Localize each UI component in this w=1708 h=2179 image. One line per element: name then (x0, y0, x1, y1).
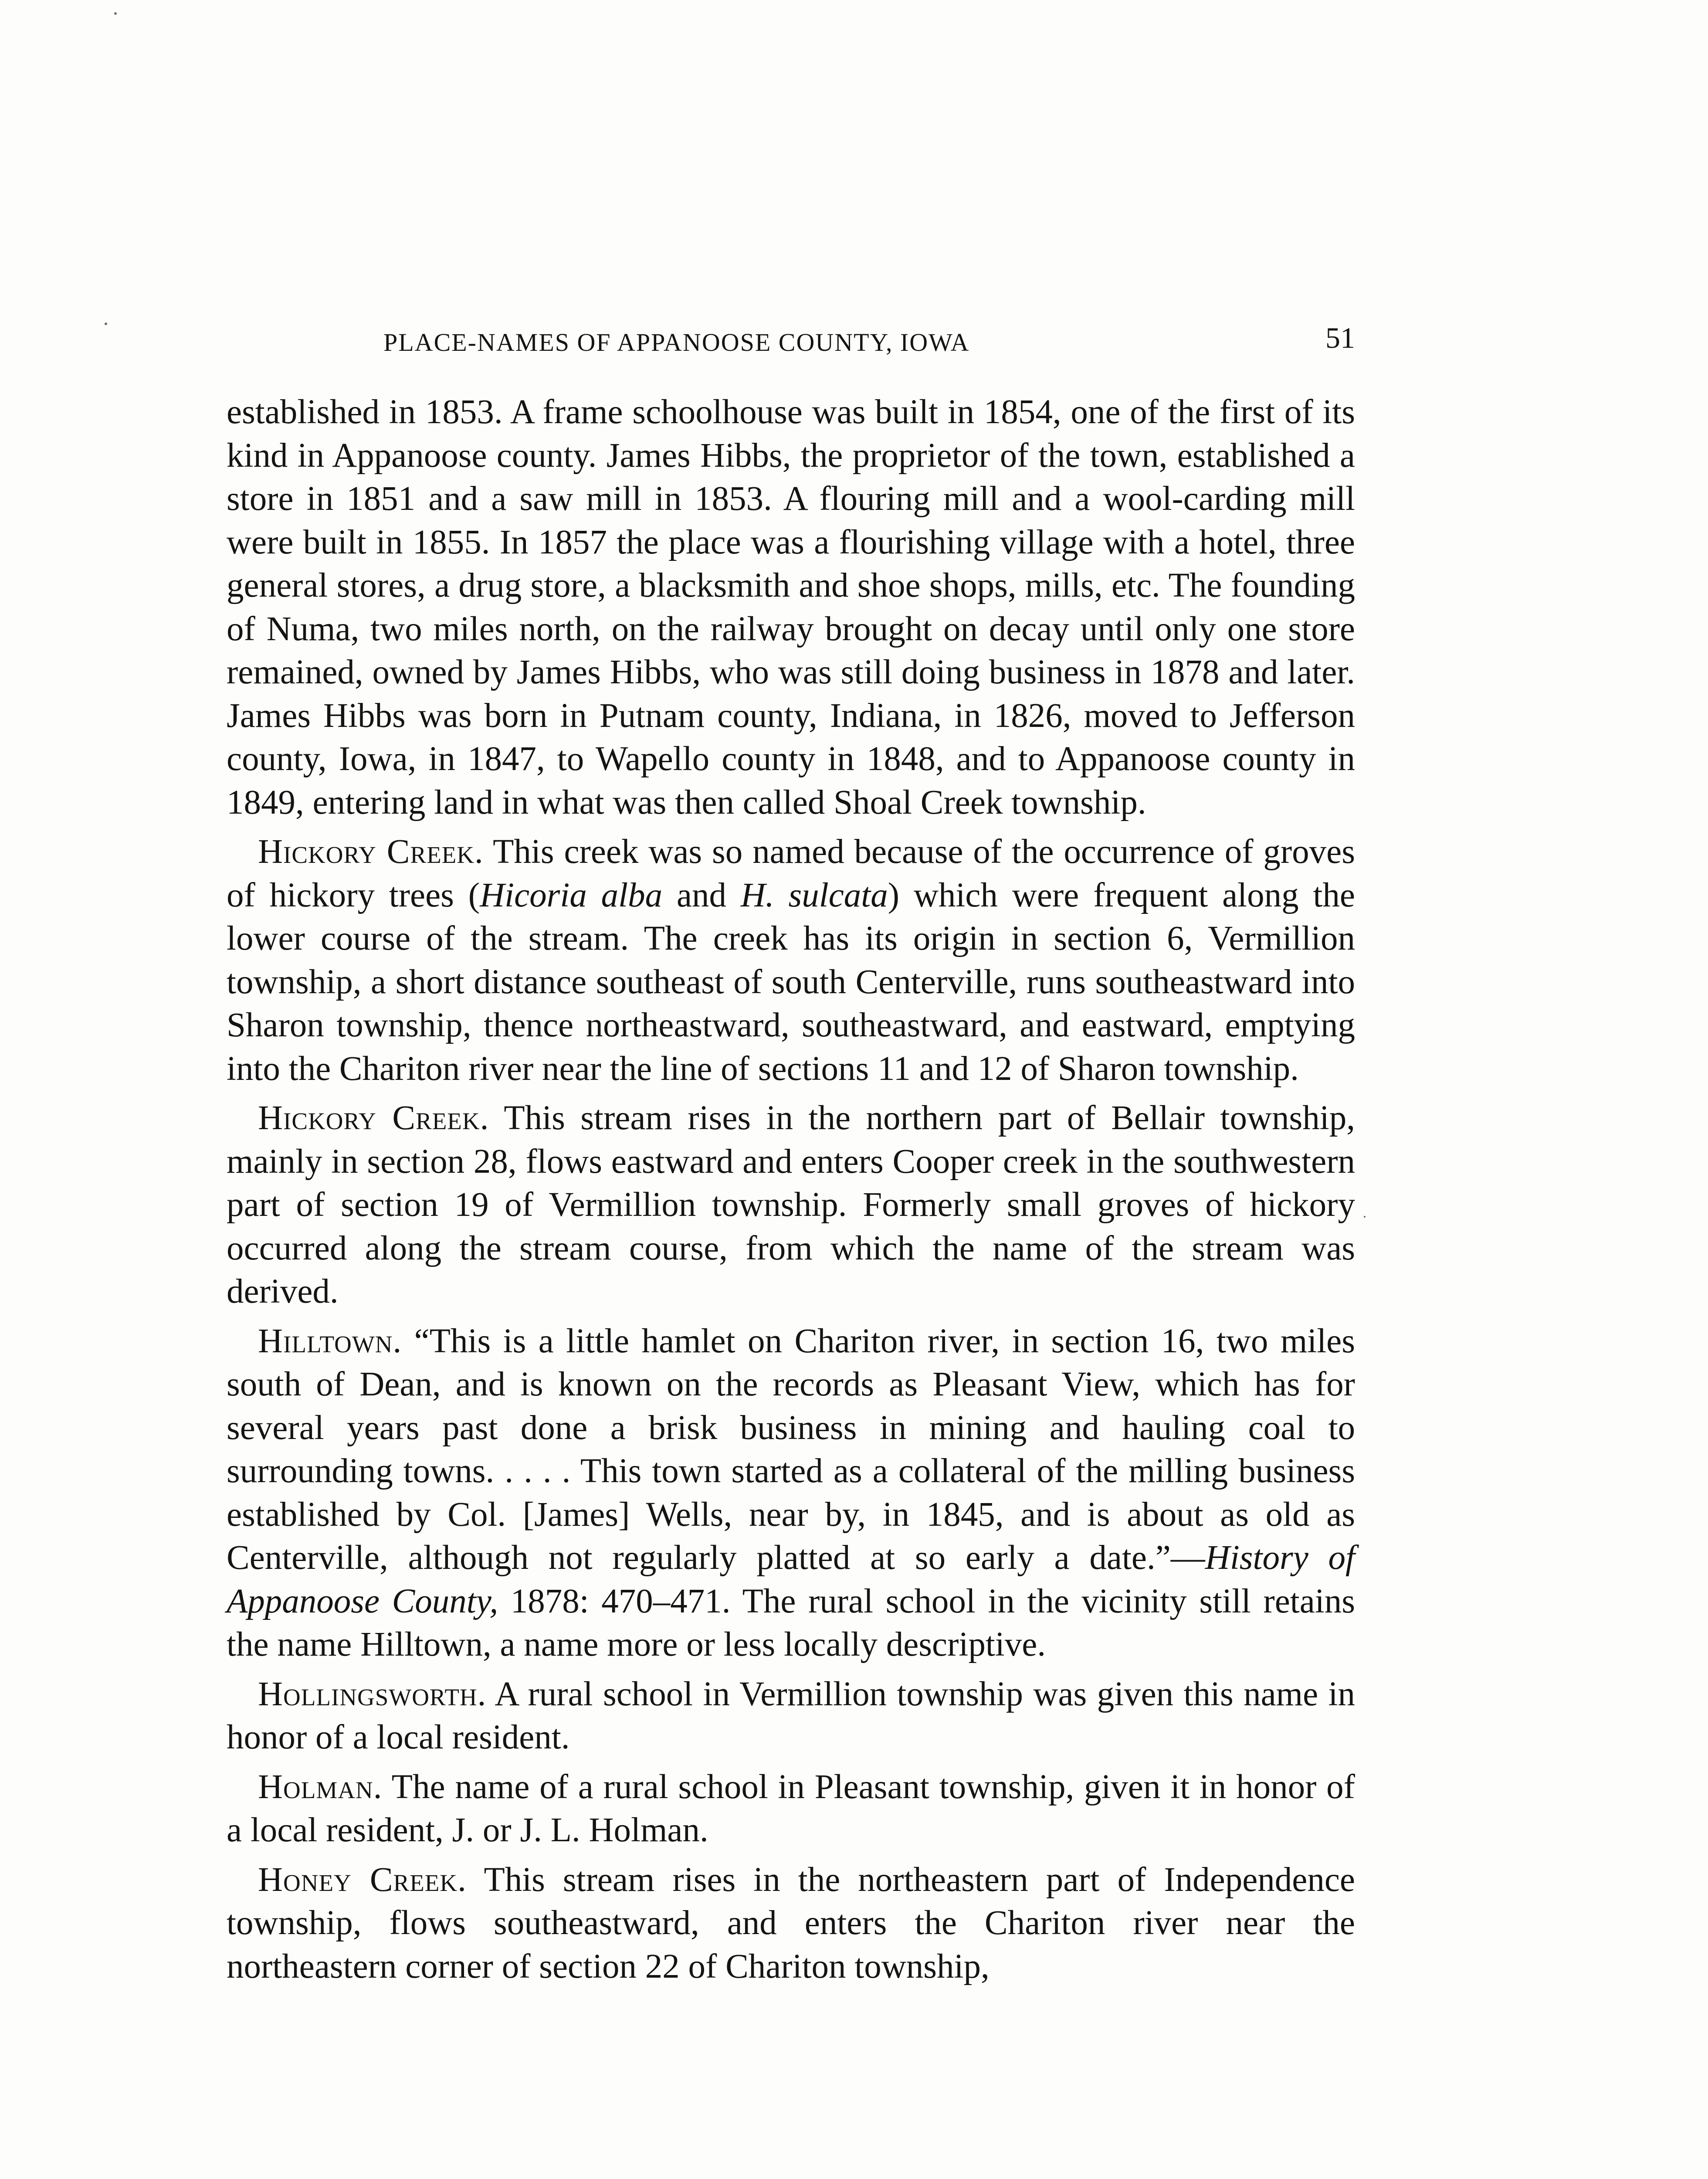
entry-text: A rural school in Vermillion township was given this name in honor of a local resident. (227, 1675, 1355, 1756)
paragraph-text: established in 1853. A frame schoolhouse was built in 1854, one of the first of its kind in Appanoose county. James Hibbs, the proprietor of the town, established a store in 1851 and a saw mill in 1853. A flouring mill and a wool-carding mill were built in 1855. In 1857 the place was a flourishing village with a hotel, three general stores, a drug store, a blacksmith and shoe shops, mills, etc. The founding of Numa, two miles north, on the railway brought on decay until only one store remained, owned by James Hibbs, who was still doing business in 1878 and later. James Hibbs was born in Putnam county, Indiana, in 1826, moved to Jefferson county, Iowa, in 1847, to Wapello county in 1848, and to Appanoose county in 1849, entering land in what was then called Shoal Creek township. (227, 393, 1355, 821)
entry-hickory-creek-2 (227, 1096, 1355, 1314)
running-head (227, 321, 1355, 371)
entry-hilltown (227, 1320, 1355, 1666)
entry-text: This creek was so named because of the occurrence of groves of hickory trees ( (227, 833, 1355, 914)
entry-honey-creek (227, 1858, 1355, 1989)
entry-text: 1878: 470–471. The rural school in the vicinity still retains the name Hilltown, a name more or less locally descriptive. (227, 1582, 1355, 1663)
print-speck (105, 322, 107, 325)
citation-title: History of Appanoose County, (227, 1539, 1355, 1620)
entry-text: This stream rises in the northern part of Bellair township, mainly in section 28, flows eastward and enters Cooper creek in the southwestern part of section 19 of Vermillion township. Formerly small groves of hickory occurred along the stream course, from which the name of the stream was derived. (227, 1099, 1355, 1310)
page-number: 51 (1325, 321, 1355, 354)
body-text (227, 390, 1355, 1994)
species-name: Hicoria alba (480, 876, 663, 914)
entry-heading: Hollingsworth. (258, 1675, 487, 1713)
entry-text: and (662, 876, 741, 914)
species-name: H. sulcata (740, 876, 888, 914)
entry-text: This stream rises in the northeastern part of Independence township, flows southeastward, and enters the Chariton river near the northeastern corner of section 22 of Chariton township, (227, 1860, 1356, 1986)
entry-text: ) which were frequent along the lower course of the stream. The creek has its origin in section 6, Vermillion township, a short distance southeast of south Centerville, runs southeastward into Sharon township, thence northeastward, southeastward, and eastward, emptying into the Chariton river near the line of sections 11 and 12 of Sharon township. (227, 876, 1355, 1088)
paragraph-continuation (227, 390, 1355, 824)
entry-hollingsworth (227, 1673, 1355, 1759)
entry-heading: Holman. (258, 1768, 383, 1806)
entry-text: The name of a rural school in Pleasant township, given it in honor of a local resident, J. or J. L. Holman. (227, 1768, 1355, 1849)
entry-heading: Hilltown. (258, 1322, 402, 1360)
running-title: PLACE-NAMES OF APPANOOSE COUNTY, IOWA (383, 328, 970, 356)
entry-text: “This is a little hamlet on Chariton river, in section 16, two miles south of Dean, and is known on the records as Pleasant View, which has for several years past done a brisk business in mining and hauling coal to surrounding towns. . . . . This town started as a collateral of the milling business established by Col. [James] Wells, near by, in 1845, and is about as old as Centerville, although not regularly platted at so early a date.”— (227, 1322, 1355, 1577)
print-speck (114, 12, 117, 15)
entry-hickory-creek-1 (227, 830, 1355, 1090)
entry-heading: Honey Creek. (258, 1860, 467, 1899)
print-speck (1364, 1216, 1366, 1218)
entry-heading: Hickory Creek. (258, 1099, 489, 1137)
entry-heading: Hickory Creek. (258, 833, 484, 871)
entry-holman (227, 1765, 1355, 1852)
